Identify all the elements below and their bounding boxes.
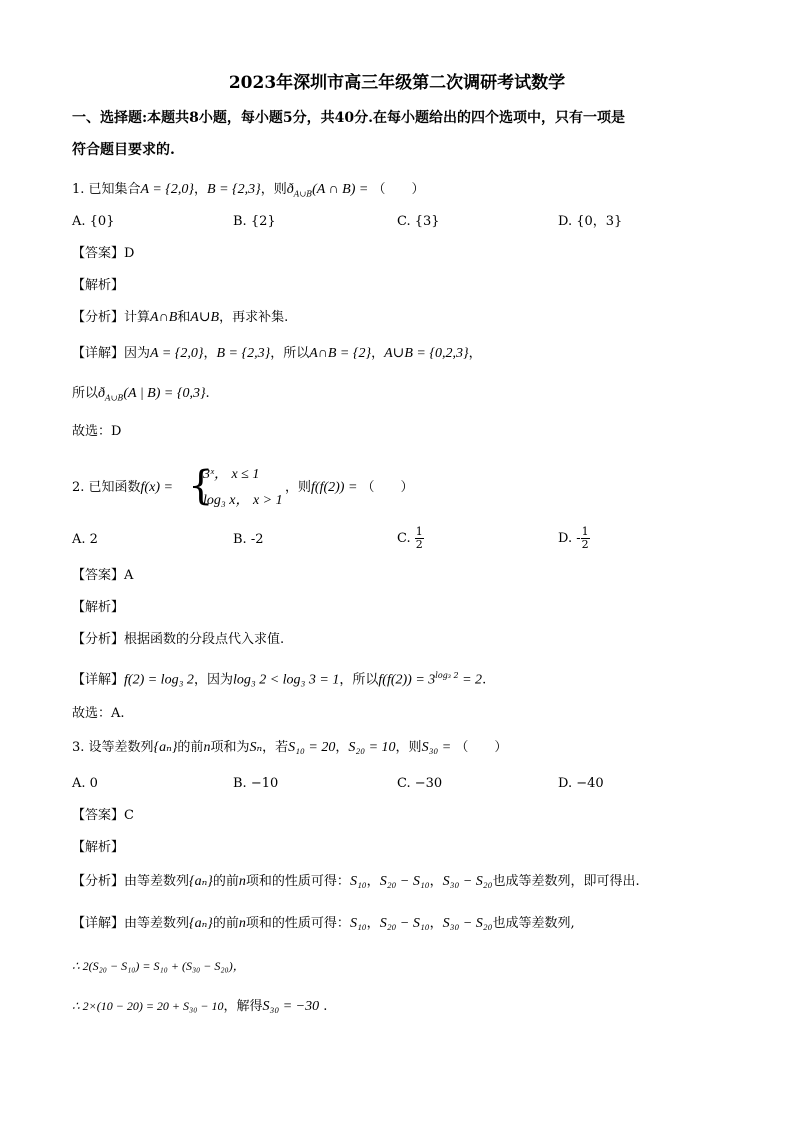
q2-case2: log₃ x， x > 1: [203, 493, 283, 508]
q1-answer: 【答案】D: [72, 246, 135, 261]
q2-option-b: B. -2: [233, 532, 264, 547]
q1-stem: 1. 已知集合A = {2,0}，B = {2,3}，则$ð_{A\cup B}(A$ ∩ B) = （ ）: [72, 182, 425, 199]
piecewise-brace: {: [188, 463, 214, 509]
q2-jiexi: 【解析】: [72, 600, 125, 615]
q2-stem-prefix: 2. 已知函数f(x) =: [72, 480, 173, 495]
q3-option-c: C. −30: [397, 776, 443, 791]
q2-case1: 3ˣ， x ≤ 1: [203, 467, 260, 482]
q2-stem-rest: ，则f(f(2)) = （ ）: [285, 480, 414, 495]
q2-option-a: A. 2: [72, 532, 98, 547]
q3-xiangjie: 【详解】由等差数列{aₙ}的前n项和的性质可得：S₁₀，S₂₀ − S₁₀，S₃₀ − S₂₀也成等差数列,: [72, 916, 575, 931]
page-title: 2023年深圳市高三年级第二次调研考试数学: [228, 73, 566, 93]
q3-option-b: B. −10: [233, 776, 279, 791]
q3-derivation-2: ∴ 2×(10 − 20) = 20 + S₃₀ − 10，解得S₃₀ = −30 .: [72, 999, 328, 1014]
q3-option-a: A. 0: [72, 776, 98, 791]
section-heading-line1: 一、选择题:本题共8小题，每小题5分，共40分.在每小题给出的四个选项中，只有一项是: [72, 110, 626, 126]
fraction: $\frac{1}{2}$: [415, 525, 423, 551]
q1-option-d: D. {0，3}: [558, 214, 623, 229]
q3-jiexi: 【解析】: [72, 840, 125, 855]
q1-option-a: A. {0}: [72, 214, 115, 229]
q3-fenxi: 【分析】由等差数列{aₙ}的前n项和的性质可得：S₁₀，S₂₀ − S₁₀，S₃₀ − S₂₀也成等差数列，即可得出.: [72, 874, 640, 889]
q2-fenxi: 【分析】根据函数的分段点代入求值.: [72, 632, 285, 647]
q1-conclusion: 所以$ð_{A\cup B}(A$ | B) = {0,3}.: [72, 386, 210, 403]
fraction: $\frac{1}{2}$: [581, 525, 589, 551]
q1-jiexi: 【解析】: [72, 278, 125, 293]
q1-xiangjie: 【详解】因为A = {2,0}，B = {2,3}，所以A∩B = {2}，A∪B = {0,2,3}，: [72, 346, 482, 361]
q3-option-d: D. −40: [558, 776, 604, 791]
q1-fenxi: 【分析】计算A∩B和A∪B，再求补集.: [72, 310, 289, 325]
q2-choose: 故选：A.: [72, 706, 125, 721]
section-heading-line2: 符合题目要求的.: [72, 142, 175, 158]
q2-option-c: C. $\frac{1}{2}$: [397, 525, 423, 551]
q3-stem: 3. 设等差数列{aₙ}的前n项和为Sₙ，若S₁₀ = 20，S₂₀ = 10，则S₃₀ = （ ）: [72, 740, 508, 755]
q2-option-d: D. - $\frac{1}{2}$: [558, 525, 589, 551]
q2-answer: 【答案】A: [72, 568, 134, 583]
q1-choose: 故选：D: [72, 424, 122, 439]
q3-derivation-1: ∴ 2(S₂₀ − S₁₀) = S₁₀ + (S₃₀ − S₂₀)，: [72, 959, 245, 973]
q1-option-b: B. {2}: [233, 214, 276, 229]
q3-answer: 【答案】C: [72, 808, 134, 823]
q2-xiangjie: 【详解】f(2) = log₃ 2，因为log₃ 2 < log₃ 3 = 1，所以$f(f(2)) = 3^{log_3 2} = 2$.: [72, 671, 487, 688]
q1-option-c: C. {3}: [397, 214, 440, 229]
